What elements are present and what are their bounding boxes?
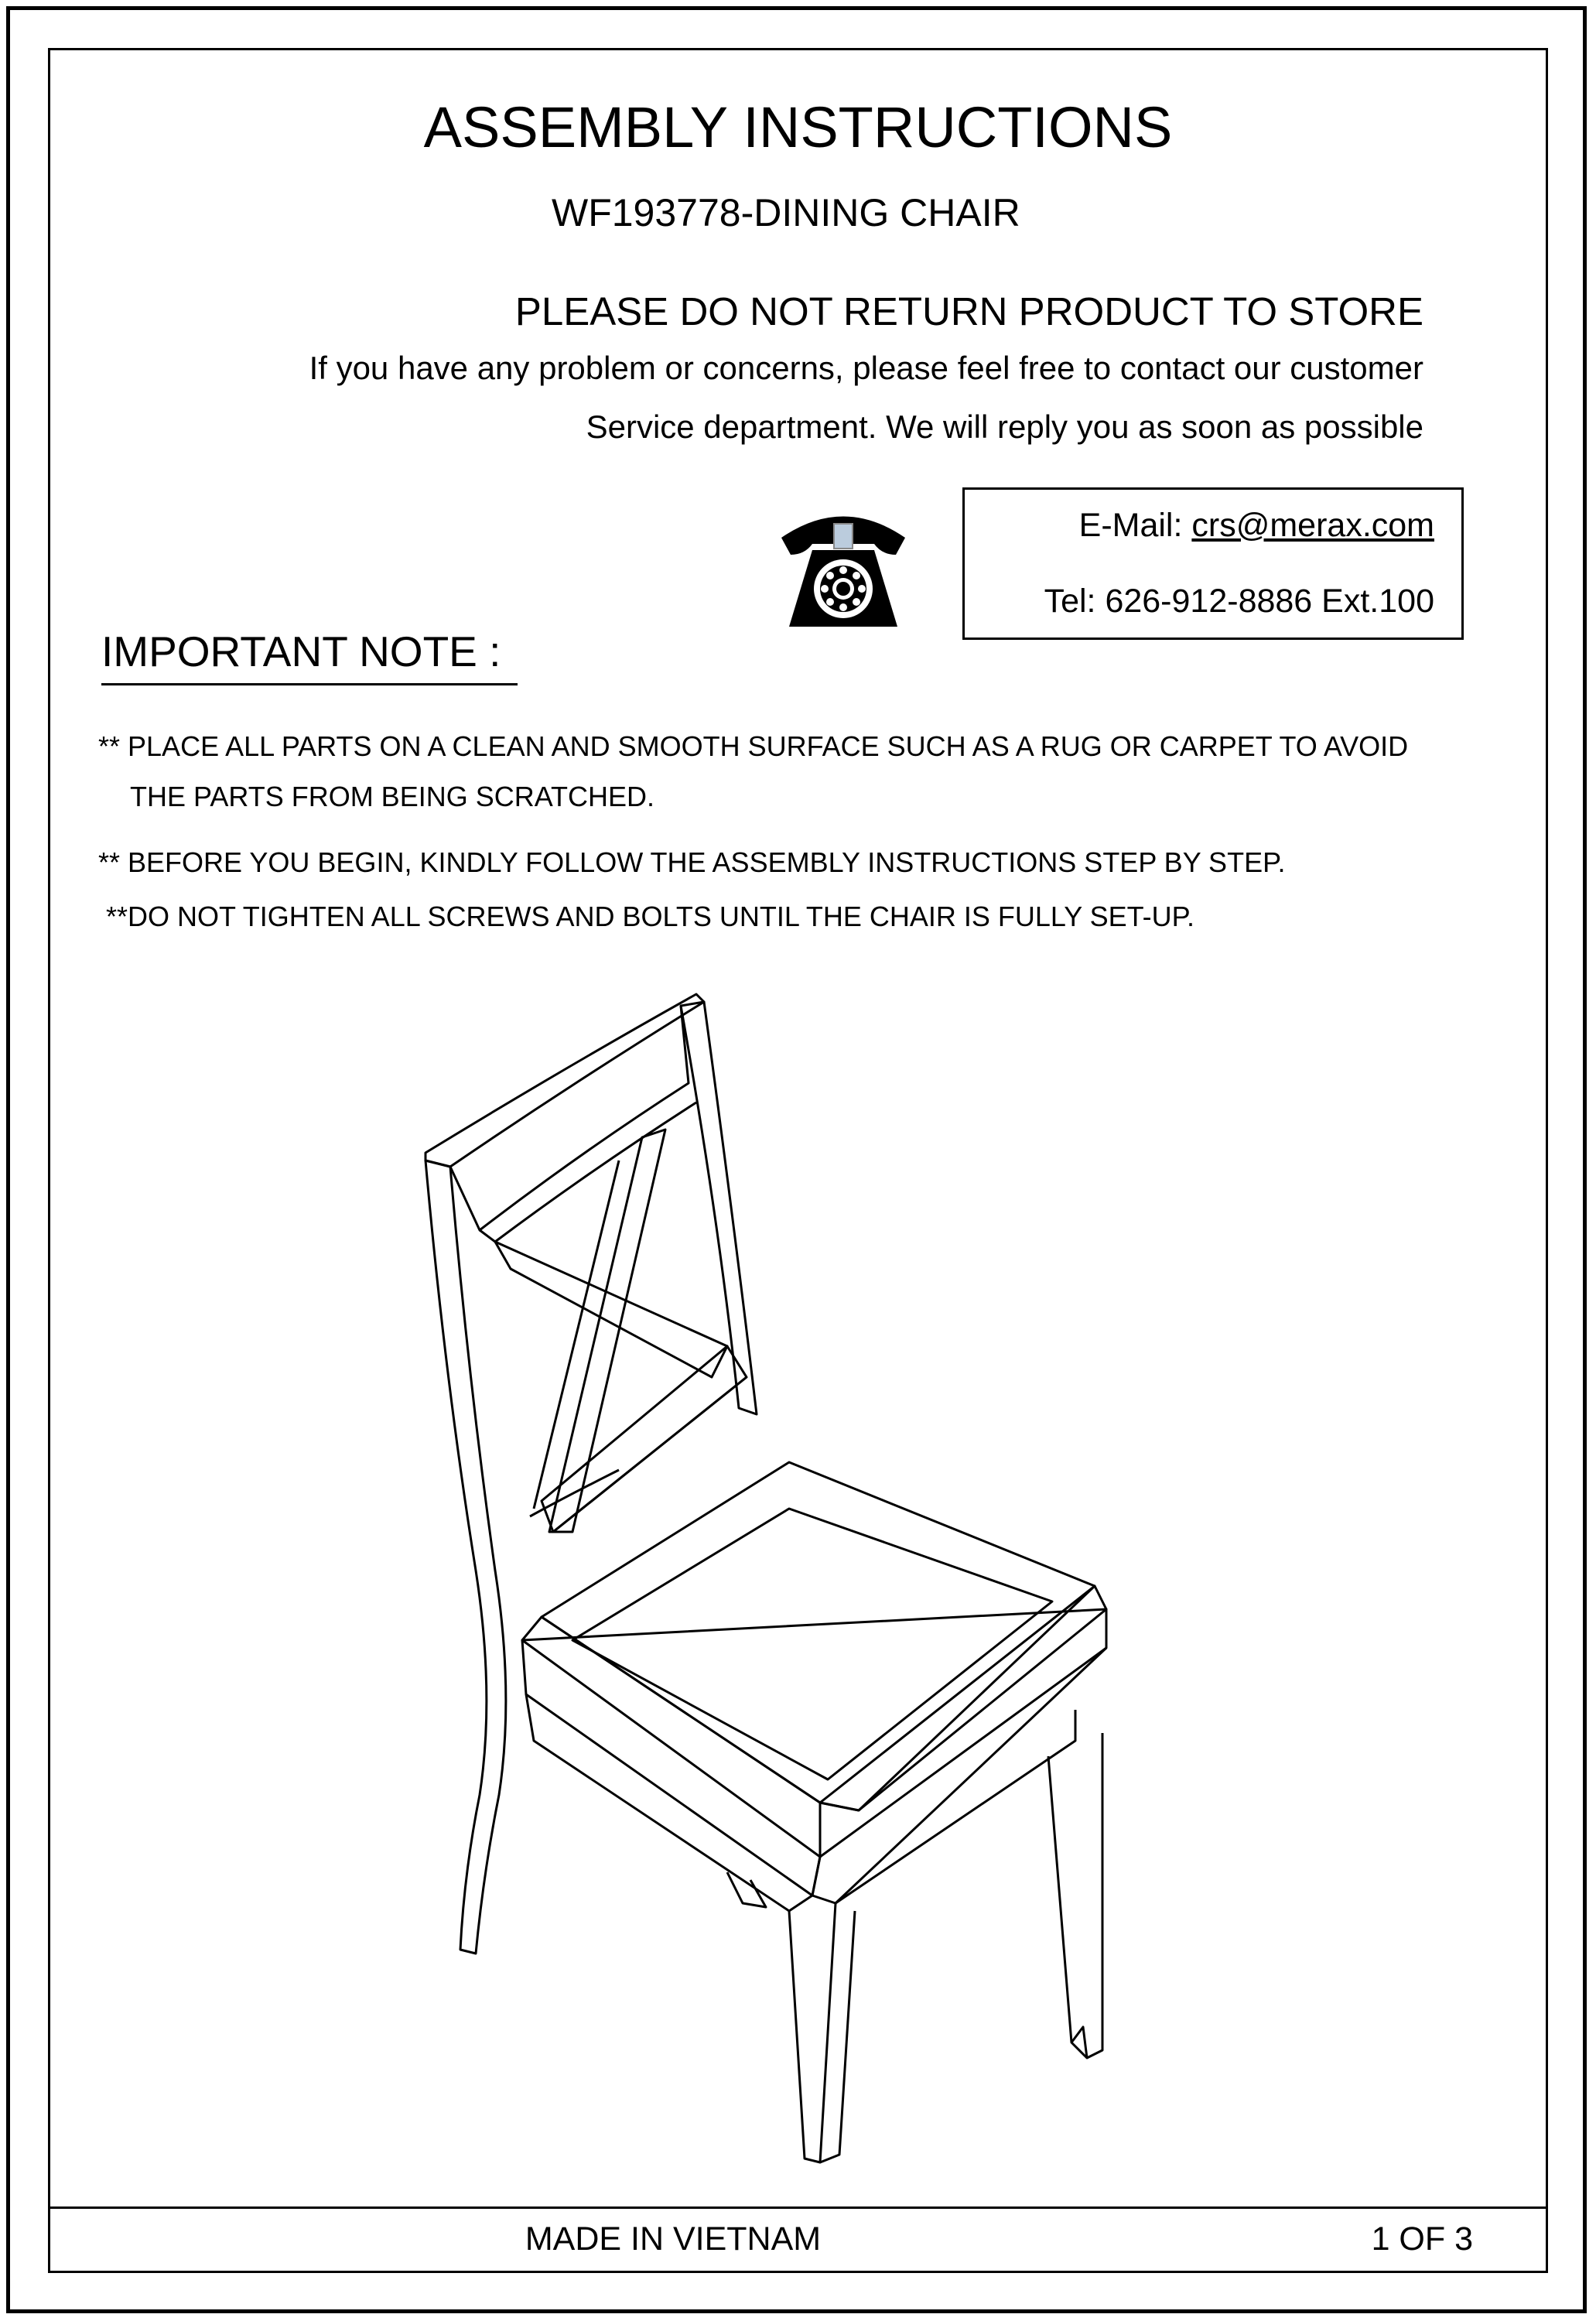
- important-note-underline: [101, 683, 518, 685]
- email-link[interactable]: crs@merax.com: [1191, 507, 1434, 544]
- dining-chair-illustration: [387, 975, 1160, 2174]
- page-title: ASSEMBLY INSTRUCTIONS: [423, 95, 1173, 159]
- return-notice-line-1: If you have any problem or concerns, please feel free to contact our customer: [309, 350, 1423, 386]
- made-in-label: MADE IN VIETNAM: [525, 2220, 822, 2258]
- telephone-number: Tel: 626-912-8886 Ext.100: [1044, 583, 1434, 620]
- email-line: [1079, 507, 1434, 545]
- email-label: E-Mail:: [1078, 507, 1192, 544]
- return-notice-heading: PLEASE DO NOT RETURN PRODUCT TO STORE: [514, 289, 1423, 333]
- note-item-continuation: THE PARTS FROM BEING SCRATCHED.: [130, 781, 655, 812]
- contact-box: [962, 487, 1464, 640]
- return-notice-line-2: Service department. We will reply you as soon as possible: [586, 408, 1423, 445]
- footer-divider: [48, 2206, 1548, 2209]
- page-number: 1 OF 3: [1371, 2220, 1473, 2258]
- rotary-telephone-icon: [766, 499, 921, 638]
- product-subtitle: WF193778-DINING CHAIR: [552, 191, 1020, 234]
- note-item: **DO NOT TIGHTEN ALL SCREWS AND BOLTS UNTIL THE CHAIR IS FULLY SET-UP.: [106, 901, 1195, 932]
- note-item: ** PLACE ALL PARTS ON A CLEAN AND SMOOTH SURFACE SUCH AS A RUG OR CARPET TO AVOID: [98, 730, 1409, 762]
- important-note-heading: IMPORTANT NOTE :: [101, 627, 501, 675]
- note-item: ** BEFORE YOU BEGIN, KINDLY FOLLOW THE ASSEMBLY INSTRUCTIONS STEP BY STEP.: [98, 846, 1286, 878]
